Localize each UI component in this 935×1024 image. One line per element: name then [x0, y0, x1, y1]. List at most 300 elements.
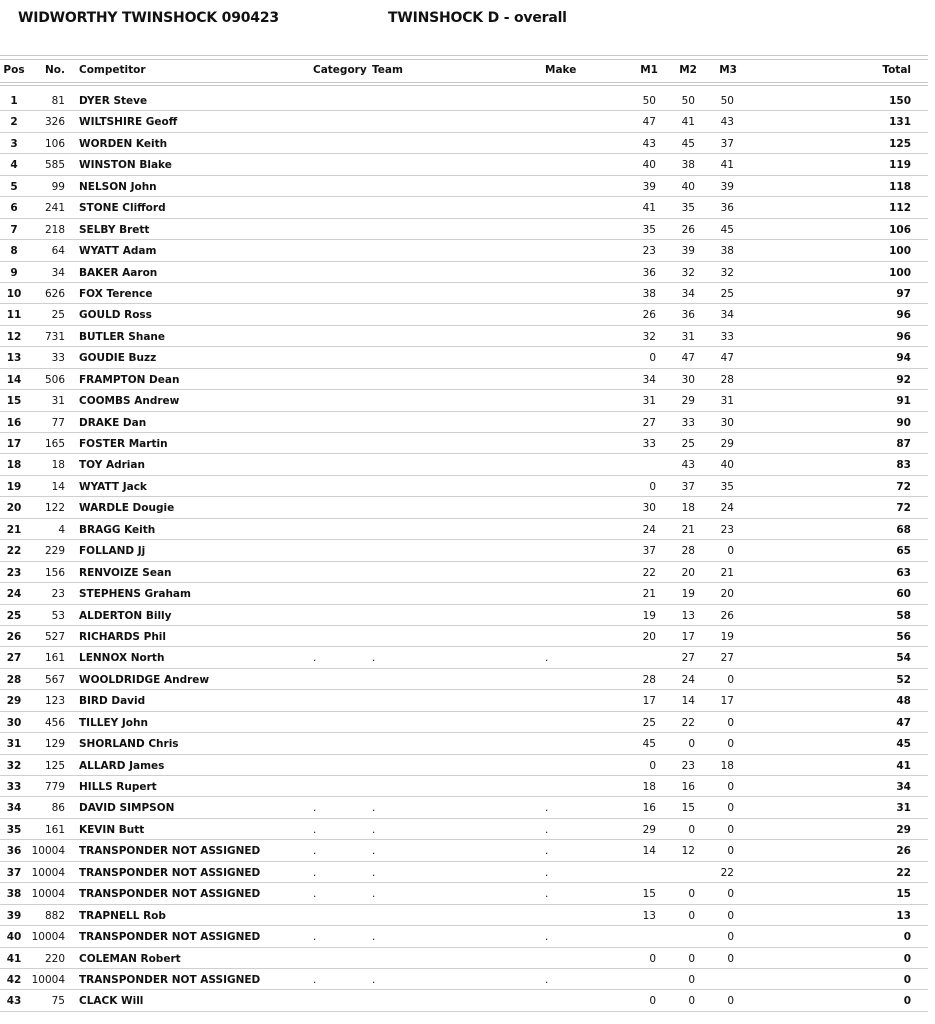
col-header-team: Team — [372, 64, 403, 76]
cell-team: . — [372, 823, 376, 836]
cell-total: 26 — [896, 845, 911, 858]
cell-m2: 20 — [681, 566, 695, 579]
cell-m3: 43 — [720, 116, 734, 129]
cell-m2: 22 — [681, 716, 695, 729]
cell-total: 119 — [889, 159, 911, 172]
cell-pos: 1 — [10, 95, 18, 107]
table-row — [0, 990, 928, 1011]
cell-total: 72 — [896, 480, 911, 493]
cell-m2: 0 — [688, 823, 695, 836]
cell-number: 220 — [44, 952, 65, 965]
cell-m2: 12 — [681, 845, 695, 858]
cell-total: 60 — [896, 588, 911, 601]
cell-m2: 35 — [681, 202, 695, 215]
table-row — [0, 262, 928, 283]
cell-total: 125 — [889, 137, 911, 150]
cell-competitor: FOSTER Martin — [79, 438, 168, 450]
cell-m1: 0 — [649, 995, 656, 1008]
cell-make: . — [545, 973, 549, 986]
cell-m1: 25 — [642, 716, 656, 729]
header-top-rule — [0, 55, 928, 56]
cell-total: 22 — [896, 866, 911, 879]
cell-m3: 22 — [720, 866, 734, 879]
event-title: WIDWORTHY TWINSHOCK 090423 — [18, 10, 279, 26]
cell-m2: 47 — [681, 352, 695, 365]
cell-m1: 27 — [642, 416, 656, 429]
cell-total: 72 — [896, 502, 911, 515]
cell-pos: 20 — [6, 502, 22, 515]
cell-m1: 47 — [642, 116, 656, 129]
cell-m3: 35 — [720, 480, 734, 493]
col-header-m2: M2 — [679, 64, 697, 76]
cell-m1: 29 — [642, 823, 656, 836]
cell-m3: 30 — [720, 416, 734, 429]
cell-m1: 0 — [649, 480, 656, 493]
table-row — [0, 111, 928, 132]
table-row — [0, 540, 928, 561]
cell-total: 90 — [896, 416, 911, 429]
cell-number: 779 — [44, 781, 65, 793]
cell-make: . — [545, 802, 549, 815]
cell-team: . — [372, 866, 376, 879]
cell-total: 150 — [889, 95, 911, 107]
cell-total: 29 — [896, 823, 911, 836]
cell-m3: 17 — [720, 695, 734, 708]
col-header-m1: M1 — [640, 64, 658, 76]
cell-m2: 31 — [681, 330, 695, 343]
table-row — [0, 905, 928, 926]
table-row — [0, 347, 928, 368]
cell-m3: 0 — [727, 781, 734, 793]
cell-number: 64 — [51, 245, 65, 258]
cell-total: 96 — [896, 309, 911, 322]
cell-competitor: RENVOIZE Sean — [79, 566, 172, 579]
cell-number: 241 — [44, 202, 65, 215]
table-row — [0, 840, 928, 861]
cell-competitor: WORDEN Keith — [79, 137, 168, 150]
cell-m1: 33 — [642, 438, 656, 450]
column-header-row — [0, 64, 928, 78]
cell-pos: 23 — [6, 566, 22, 579]
cell-total: 48 — [896, 695, 911, 708]
table-row — [0, 948, 928, 969]
cell-competitor: DRAKE Dan — [79, 416, 147, 429]
cell-m2: 38 — [681, 159, 695, 172]
cell-m3: 0 — [727, 909, 734, 922]
cell-pos: 17 — [6, 438, 22, 450]
cell-category: . — [313, 802, 317, 815]
cell-number: 567 — [44, 673, 65, 686]
cell-m2: 41 — [681, 116, 695, 129]
col-header-pos: Pos — [3, 64, 25, 76]
table-row — [0, 647, 928, 668]
cell-m2: 17 — [681, 630, 695, 643]
cell-m2: 18 — [681, 502, 695, 515]
table-row — [0, 476, 928, 497]
cell-team: . — [372, 931, 376, 944]
cell-number: 106 — [44, 137, 65, 150]
table-row — [0, 776, 928, 797]
cell-pos: 6 — [10, 202, 18, 215]
cell-m1: 50 — [642, 95, 656, 107]
cell-total: 96 — [896, 330, 911, 343]
cell-pos: 35 — [6, 823, 22, 836]
cell-m2: 13 — [681, 609, 695, 622]
cell-category: . — [313, 823, 317, 836]
cell-competitor: COOMBS Andrew — [79, 395, 180, 408]
cell-m1: 20 — [642, 630, 656, 643]
cell-category: . — [313, 845, 317, 858]
cell-m1: 38 — [642, 287, 656, 300]
cell-m3: 50 — [720, 95, 734, 107]
cell-total: 83 — [896, 459, 911, 472]
header-bottom-rule — [0, 82, 928, 83]
cell-m3: 45 — [720, 223, 734, 236]
cell-m1: 15 — [642, 888, 656, 901]
cell-competitor: TILLEY John — [79, 716, 148, 729]
cell-m1: 23 — [642, 245, 656, 258]
cell-pos: 41 — [6, 952, 22, 965]
cell-m3: 39 — [720, 180, 734, 193]
cell-m2: 36 — [681, 309, 695, 322]
cell-total: 131 — [889, 116, 911, 129]
col-header-competitor: Competitor — [79, 64, 146, 76]
cell-total: 54 — [896, 652, 911, 665]
cell-pos: 40 — [6, 931, 22, 944]
table-row — [0, 390, 928, 411]
cell-m3: 0 — [727, 673, 734, 686]
cell-total: 13 — [896, 909, 911, 922]
cell-number: 125 — [44, 759, 65, 772]
cell-m1: 37 — [642, 545, 656, 558]
cell-m2: 28 — [681, 545, 695, 558]
cell-pos: 12 — [6, 330, 22, 343]
cell-total: 41 — [896, 759, 911, 772]
cell-number: 10004 — [31, 888, 65, 901]
cell-total: 65 — [896, 545, 911, 558]
cell-total: 47 — [896, 716, 911, 729]
cell-number: 10004 — [31, 973, 65, 986]
cell-m3: 40 — [720, 459, 734, 472]
cell-pos: 8 — [10, 245, 18, 258]
cell-number: 156 — [44, 566, 65, 579]
table-row — [0, 454, 928, 475]
cell-category: . — [313, 973, 317, 986]
cell-m1: 36 — [642, 266, 656, 279]
table-row — [0, 862, 928, 883]
cell-m1: 31 — [642, 395, 656, 408]
cell-competitor: NELSON John — [79, 180, 157, 193]
cell-competitor: HILLS Rupert — [79, 781, 157, 793]
cell-number: 75 — [51, 995, 65, 1008]
cell-total: 97 — [896, 287, 911, 300]
cell-total: 106 — [889, 223, 911, 236]
cell-team: . — [372, 973, 376, 986]
cell-number: 31 — [51, 395, 65, 408]
cell-m1: 19 — [642, 609, 656, 622]
cell-competitor: TRANSPONDER NOT ASSIGNED — [79, 888, 261, 901]
cell-team: . — [372, 802, 376, 815]
cell-pos: 36 — [6, 845, 22, 858]
results-table — [0, 90, 928, 1012]
cell-competitor: BAKER Aaron — [79, 266, 158, 279]
cell-pos: 7 — [10, 223, 18, 236]
cell-m1: 14 — [642, 845, 656, 858]
cell-m3: 21 — [720, 566, 734, 579]
table-row — [0, 304, 928, 325]
cell-m2: 43 — [681, 459, 695, 472]
cell-number: 626 — [44, 287, 65, 300]
table-row — [0, 562, 928, 583]
cell-competitor: CLACK Will — [79, 995, 144, 1008]
col-header-total: Total — [882, 64, 911, 76]
cell-m3: 36 — [720, 202, 734, 215]
cell-m1: 39 — [642, 180, 656, 193]
cell-m2: 27 — [681, 652, 695, 665]
cell-competitor: WINSTON Blake — [79, 159, 172, 172]
cell-number: 123 — [44, 695, 65, 708]
cell-pos: 11 — [6, 309, 22, 322]
cell-m3: 33 — [720, 330, 734, 343]
cell-number: 53 — [51, 609, 65, 622]
table-row — [0, 669, 928, 690]
cell-m1: 22 — [642, 566, 656, 579]
cell-pos: 22 — [6, 545, 22, 558]
cell-pos: 39 — [6, 909, 22, 922]
cell-pos: 4 — [10, 159, 18, 172]
cell-m2: 40 — [681, 180, 695, 193]
cell-category: . — [313, 931, 317, 944]
cell-team: . — [372, 888, 376, 901]
cell-m2: 32 — [681, 266, 695, 279]
cell-competitor: ALDERTON Billy — [79, 609, 172, 622]
cell-make: . — [545, 845, 549, 858]
cell-m2: 30 — [681, 373, 695, 386]
cell-competitor: RICHARDS Phil — [79, 630, 166, 643]
cell-total: 0 — [903, 995, 911, 1008]
cell-pos: 5 — [10, 180, 18, 193]
cell-total: 56 — [896, 630, 911, 643]
table-row — [0, 326, 928, 347]
cell-m3: 0 — [727, 716, 734, 729]
cell-competitor: FRAMPTON Dean — [79, 373, 180, 386]
cell-pos: 29 — [6, 695, 22, 708]
cell-competitor: ALLARD James — [79, 759, 165, 772]
cell-m3: 0 — [727, 888, 734, 901]
cell-number: 34 — [51, 266, 65, 279]
cell-total: 94 — [896, 352, 911, 365]
cell-number: 129 — [44, 738, 65, 751]
cell-number: 161 — [44, 652, 65, 665]
cell-m2: 16 — [681, 781, 695, 793]
cell-pos: 16 — [6, 416, 22, 429]
table-row — [0, 433, 928, 454]
cell-competitor: BIRD David — [79, 695, 146, 708]
table-row — [0, 176, 928, 197]
cell-pos: 14 — [6, 373, 22, 386]
cell-number: 10004 — [31, 866, 65, 879]
cell-m3: 27 — [720, 652, 734, 665]
col-header-m3: M3 — [719, 64, 737, 76]
cell-m1: 18 — [642, 781, 656, 793]
table-row — [0, 219, 928, 240]
cell-pos: 18 — [6, 459, 22, 472]
cell-m2: 0 — [688, 888, 695, 901]
cell-number: 14 — [51, 480, 65, 493]
cell-total: 92 — [896, 373, 911, 386]
cell-m3: 0 — [727, 823, 734, 836]
cell-total: 63 — [896, 566, 911, 579]
cell-m2: 15 — [681, 802, 695, 815]
cell-pos: 2 — [10, 116, 18, 129]
cell-competitor: LENNOX North — [79, 652, 165, 665]
cell-m1: 0 — [649, 759, 656, 772]
table-row — [0, 154, 928, 175]
cell-number: 161 — [44, 823, 65, 836]
cell-number: 81 — [51, 95, 65, 107]
cell-total: 45 — [896, 738, 911, 751]
cell-make: . — [545, 823, 549, 836]
cell-total: 118 — [889, 180, 911, 193]
cell-pos: 38 — [6, 888, 22, 901]
col-header-make: Make — [545, 64, 577, 76]
table-row — [0, 90, 928, 111]
cell-m3: 0 — [727, 802, 734, 815]
cell-competitor: FOLLAND Jj — [79, 545, 146, 558]
cell-m2: 34 — [681, 287, 695, 300]
cell-pos: 13 — [6, 352, 22, 365]
cell-competitor: COLEMAN Robert — [79, 952, 181, 965]
cell-pos: 15 — [6, 395, 22, 408]
cell-m2: 25 — [681, 438, 695, 450]
cell-number: 218 — [44, 223, 65, 236]
cell-number: 456 — [44, 716, 65, 729]
cell-competitor: TRANSPONDER NOT ASSIGNED — [79, 931, 261, 944]
cell-total: 0 — [903, 973, 911, 986]
cell-competitor: TRANSPONDER NOT ASSIGNED — [79, 973, 261, 986]
cell-pos: 3 — [10, 137, 18, 150]
cell-m1: 17 — [642, 695, 656, 708]
table-row — [0, 369, 928, 390]
cell-m1: 0 — [649, 352, 656, 365]
table-row — [0, 755, 928, 776]
cell-number: 585 — [44, 159, 65, 172]
cell-m2: 0 — [688, 995, 695, 1008]
cell-competitor: WYATT Jack — [79, 480, 147, 493]
cell-make: . — [545, 652, 549, 665]
cell-category: . — [313, 652, 317, 665]
cell-number: 122 — [44, 502, 65, 515]
cell-m2: 14 — [681, 695, 695, 708]
cell-number: 18 — [51, 459, 65, 472]
cell-m1: 16 — [642, 802, 656, 815]
cell-m3: 47 — [720, 352, 734, 365]
cell-m3: 0 — [727, 545, 734, 558]
header-bottom-rule-2 — [0, 85, 928, 86]
cell-m3: 25 — [720, 287, 734, 300]
cell-pos: 19 — [6, 480, 22, 493]
table-row — [0, 240, 928, 261]
cell-competitor: STONE Clifford — [79, 202, 166, 215]
cell-team: . — [372, 845, 376, 858]
cell-total: 31 — [896, 802, 911, 815]
cell-m1: 28 — [642, 673, 656, 686]
cell-total: 100 — [889, 266, 911, 279]
cell-category: . — [313, 866, 317, 879]
table-row — [0, 283, 928, 304]
cell-total: 15 — [896, 888, 911, 901]
cell-make: . — [545, 866, 549, 879]
cell-total: 91 — [896, 395, 911, 408]
cell-pos: 37 — [6, 866, 22, 879]
cell-total: 68 — [896, 523, 911, 536]
table-row — [0, 926, 928, 947]
cell-number: 165 — [44, 438, 65, 450]
cell-total: 34 — [896, 781, 911, 793]
cell-pos: 25 — [6, 609, 22, 622]
cell-m3: 19 — [720, 630, 734, 643]
table-row — [0, 605, 928, 626]
cell-pos: 27 — [6, 652, 22, 665]
cell-m2: 0 — [688, 909, 695, 922]
cell-competitor: BRAGG Keith — [79, 523, 156, 536]
cell-number: 23 — [51, 588, 65, 601]
cell-total: 112 — [889, 202, 911, 215]
cell-m1: 35 — [642, 223, 656, 236]
table-row — [0, 797, 928, 818]
cell-pos: 30 — [6, 716, 22, 729]
cell-pos: 21 — [6, 523, 22, 536]
cell-m3: 0 — [727, 952, 734, 965]
cell-number: 326 — [44, 116, 65, 129]
cell-competitor: WARDLE Dougie — [79, 502, 175, 515]
cell-m2: 37 — [681, 480, 695, 493]
cell-m2: 39 — [681, 245, 695, 258]
cell-m2: 0 — [688, 973, 695, 986]
cell-m2: 0 — [688, 952, 695, 965]
cell-m1: 40 — [642, 159, 656, 172]
cell-competitor: WYATT Adam — [79, 245, 157, 258]
table-row — [0, 733, 928, 754]
cell-number: 86 — [51, 802, 65, 815]
cell-m1: 41 — [642, 202, 656, 215]
cell-competitor: STEPHENS Graham — [79, 588, 191, 601]
cell-m1: 34 — [642, 373, 656, 386]
table-row — [0, 883, 928, 904]
cell-category: . — [313, 888, 317, 901]
cell-m2: 33 — [681, 416, 695, 429]
cell-m1: 43 — [642, 137, 656, 150]
cell-m3: 34 — [720, 309, 734, 322]
cell-m2: 29 — [681, 395, 695, 408]
cell-m3: 29 — [720, 438, 734, 450]
cell-total: 0 — [903, 931, 911, 944]
cell-pos: 9 — [10, 266, 18, 279]
cell-competitor: GOULD Ross — [79, 309, 152, 322]
table-row — [0, 583, 928, 604]
cell-m2: 50 — [681, 95, 695, 107]
cell-pos: 24 — [6, 588, 22, 601]
cell-total: 52 — [896, 673, 911, 686]
table-row — [0, 197, 928, 218]
cell-pos: 28 — [6, 673, 22, 686]
header-top-rule-2 — [0, 59, 928, 60]
cell-pos: 42 — [6, 973, 22, 986]
cell-m3: 41 — [720, 159, 734, 172]
cell-pos: 32 — [6, 759, 22, 772]
cell-number: 10004 — [31, 845, 65, 858]
cell-competitor: TRANSPONDER NOT ASSIGNED — [79, 845, 261, 858]
